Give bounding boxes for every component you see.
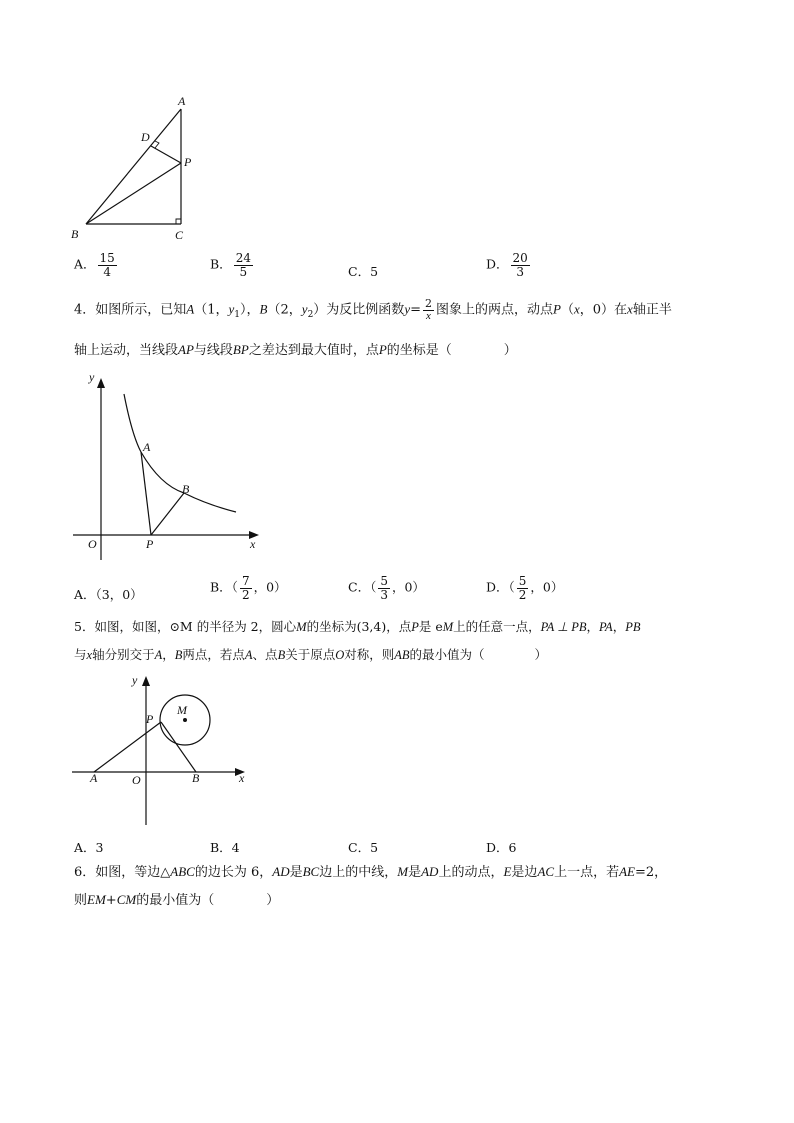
question-4-line-1: 4．如图所示，已知A（1，$y_1$），B（2，$y_2$）为反比例函数y= $\frac{2}{x}$ 图象上的两点，动点P（x，0）在x轴正半 xyxy=(74,297,672,322)
label-A: A xyxy=(143,440,151,454)
label-P: P xyxy=(146,712,154,726)
q4-option-a[interactable]: A．（3，0） xyxy=(74,587,143,602)
q3-option-c[interactable]: C．5 xyxy=(348,264,379,279)
fraction: $\frac{20}{3}$ xyxy=(512,251,528,279)
q5-option-b[interactable]: B．4 xyxy=(210,840,240,855)
center-point-m xyxy=(183,718,187,722)
label-P: P xyxy=(184,155,192,169)
fraction: $\frac{7}{2}$ xyxy=(241,574,250,602)
segment-pb xyxy=(161,722,196,772)
fraction: $\frac{24}{5}$ xyxy=(235,251,251,279)
y-axis-arrow xyxy=(142,676,150,686)
fraction: $\frac{2}{x}$ xyxy=(425,297,432,322)
label-P: P xyxy=(146,537,154,551)
question-6-line-2: 则EM+CM的最小值为（ ） xyxy=(74,892,280,908)
fraction: $\frac{5}{2}$ xyxy=(518,574,527,602)
label-x: x xyxy=(250,537,256,551)
question-5-line-2: 与x轴分别交于A，B两点，若点A、点B关于原点O对称，则AB的最小值为（ ） xyxy=(74,647,548,662)
q4-option-c[interactable]: C．（ $\frac{5}{3}$ ，0） xyxy=(348,574,425,602)
fraction: $\frac{5}{3}$ xyxy=(380,574,388,602)
q3-option-d[interactable]: D． $\frac{20}{3}$ xyxy=(486,251,528,279)
question-5-line-1: 5．如图，如图，⊙M 的半径为 2，圆心M的坐标为(3,4)，点P是 eM上的任意一点，PA ⊥ PB，PA，PB xyxy=(74,619,641,634)
fraction: $\frac{15}{4}$ xyxy=(99,251,115,279)
label-D: D xyxy=(141,130,150,144)
label-A: A xyxy=(178,94,186,108)
label-M: M xyxy=(177,703,187,717)
question-4-line-2: 轴上运动，当线段AP与线段BP之差达到最大值时，点P的坐标是（ ） xyxy=(74,342,517,358)
label-C: C xyxy=(175,228,184,242)
label-B: B xyxy=(192,771,200,785)
label-O: O xyxy=(132,773,141,787)
q3-option-a[interactable]: A． $\frac{15}{4}$ xyxy=(74,251,115,279)
label-B: B xyxy=(182,482,190,496)
label-A: A xyxy=(90,771,98,785)
q5-option-d[interactable]: D．6 xyxy=(486,840,517,855)
label-y: y xyxy=(89,370,95,384)
q5-option-a[interactable]: A．3 xyxy=(74,840,104,855)
label-x: x xyxy=(239,771,245,785)
segment-pa xyxy=(94,722,161,772)
label-O: O xyxy=(88,537,97,551)
question-6-line-1: 6．如图，等边△ABC的边长为 6，AD是BC边上的中线，M是AD上的动点，E是边AC上一点，若AE=2， xyxy=(74,864,668,880)
q4-option-b[interactable]: B．（ $\frac{7}{2}$ ，0） xyxy=(210,574,287,602)
label-B: B xyxy=(71,227,79,241)
q3-option-b[interactable]: B． $\frac{24}{5}$ xyxy=(210,251,251,279)
q5-option-c[interactable]: C．5 xyxy=(348,840,379,855)
q4-option-d[interactable]: D．（ $\frac{5}{2}$ ，0） xyxy=(486,574,564,602)
label-y: y xyxy=(132,673,138,687)
